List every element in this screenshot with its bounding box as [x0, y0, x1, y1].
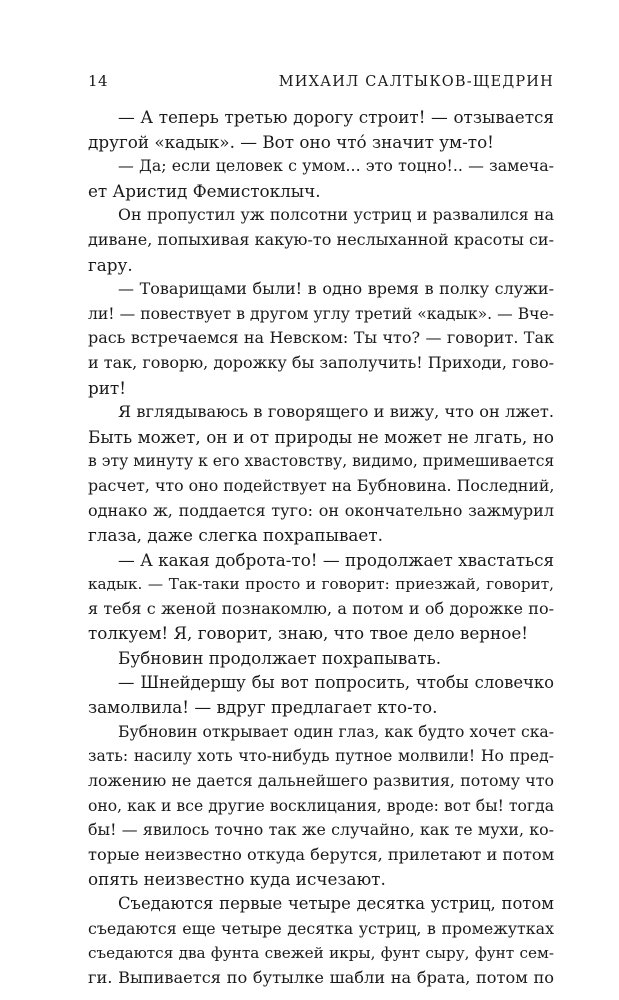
- page-number: 14: [88, 72, 109, 90]
- text-line: ет Аристид Фемистоклыч.: [88, 180, 321, 201]
- text-line: Бубновин продолжает похрапывать.: [118, 648, 442, 669]
- text-line: — Шнейдершу бы вот попросить, чтобы словечко: [118, 672, 554, 692]
- text-line: — А теперь третью дорогу строит! — отзывается: [118, 107, 554, 127]
- text-line: рась встречаемся на Невском: Ты что? — говорит. Так: [88, 328, 554, 348]
- text-line: опять неизвестно куда исчезают.: [88, 869, 386, 890]
- text-line: — Товарищами были! в одно время в полку служи-: [118, 279, 554, 299]
- text-line: замолвила! — вдруг предлагает кто-то.: [88, 697, 438, 718]
- text-line: Я вглядываюсь в говорящего и вижу, что он лжет.: [118, 402, 554, 422]
- text-line: ли! — повествует в другом углу третий «кадык». — Вче-: [88, 304, 554, 323]
- text-line: зать: насилу хоть что-нибудь путное молвили! Но пред-: [88, 747, 554, 766]
- text-line: Бубновин открывает один глаз, как будто хочет ска-: [118, 722, 554, 741]
- text-line: гару.: [88, 254, 133, 275]
- text-line: — А какая доброта-то! — продолжает хвастаться: [118, 549, 554, 570]
- text-line: ги. Выпивается по бутылке шабли на брата, потом по: [88, 967, 554, 987]
- text-line: кадык. — Так-таки просто и говорит: приезжай, говорит,: [88, 575, 554, 594]
- text-line: толкуем! Я, говорит, знаю, что твое дело верное!: [88, 623, 528, 644]
- text-line: рит!: [88, 377, 126, 398]
- text-line: съедаются два фунта свежей икры, фунт сыру, фунт сем-: [88, 944, 554, 963]
- text-line: съедаются еще четыре десятка устриц, в промежутках: [88, 918, 554, 938]
- running-head: [88, 72, 554, 90]
- author-name: МИХАИЛ САЛТЫКОВ-ЩЕДРИН: [278, 74, 554, 90]
- text-line: — Да; если целовек с умом... это тоцно!.. — замеча-: [118, 156, 554, 176]
- text-line: и так, говорю, дорожку бы заполучить! Приходи, гово-: [88, 352, 554, 372]
- text-line: Съедаются первые четыре десятка устриц, потом: [118, 894, 554, 913]
- text-line: оно, как и все другие восклицания, вроде: вот бы! тогда: [88, 796, 554, 815]
- text-body: [88, 105, 554, 990]
- text-line: Он пропустил уж полсотни устриц и развалился на: [118, 205, 554, 225]
- text-line: диване, попыхивая какую-то неслыханной красоты си-: [88, 229, 554, 249]
- text-line: торые неизвестно откуда берутся, прилетают и потом: [88, 844, 554, 864]
- text-line: глаза, даже слегка похрапывает.: [88, 525, 383, 546]
- text-line: ложению не дается дальнейшего развития, потому что: [88, 771, 554, 791]
- text-line: расчет, что оно подействует на Бубновина. Последний,: [88, 475, 554, 495]
- text-line: в эту минуту к его хвастовству, видимо, примешивается: [88, 452, 554, 471]
- text-line: бы! — явилось точно так же случайно, как те мухи, ко-: [88, 820, 554, 840]
- text-line: я тебя с женой познакомлю, а потом и об дорожке по-: [88, 598, 554, 618]
- text-line: Быть может, он и от природы не может не лгать, но: [88, 426, 554, 447]
- text-line: другой «кадык». — Вот оно что́ значит ум-то!: [88, 131, 494, 152]
- text-line: однако ж, поддается туго: он окончательно зажмурил: [88, 500, 554, 520]
